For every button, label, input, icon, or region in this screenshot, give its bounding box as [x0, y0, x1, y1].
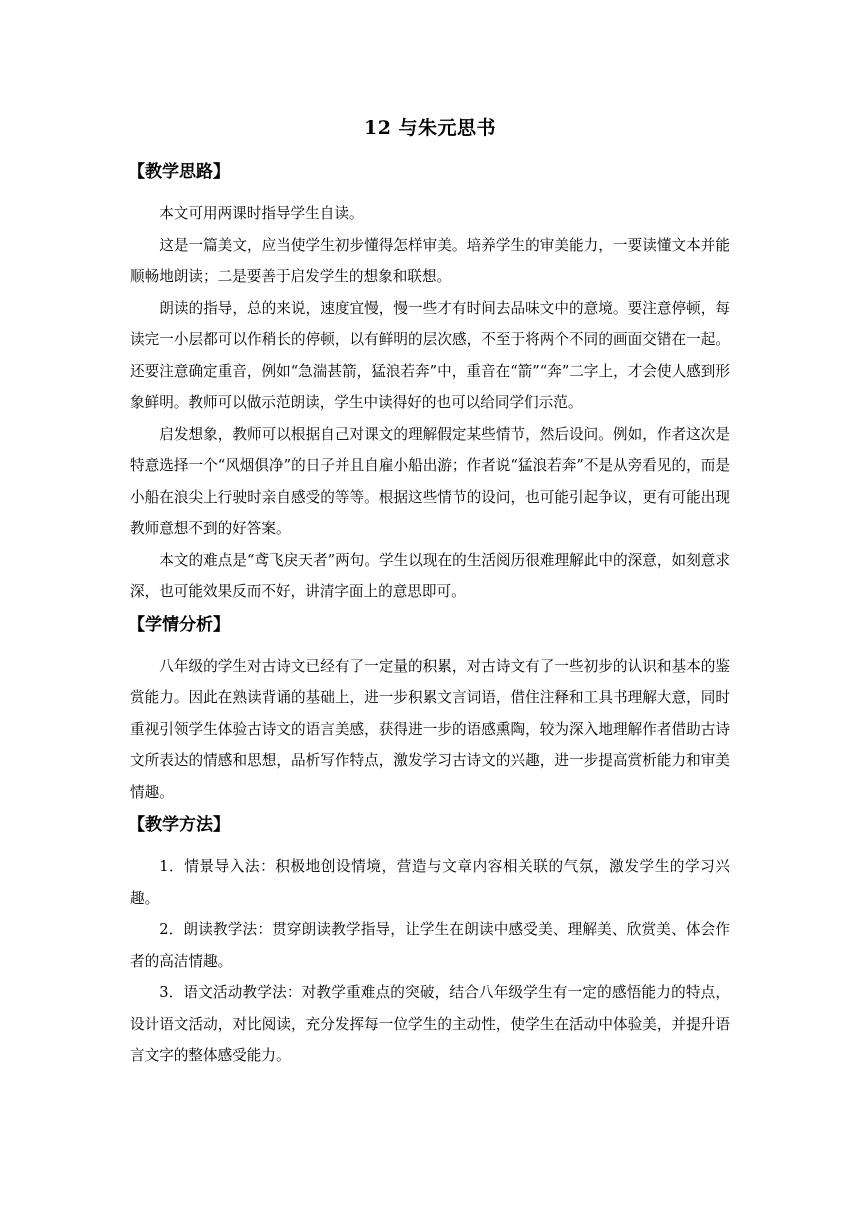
section-teaching-methods	[130, 808, 730, 1072]
section-heading: 【学情分析】	[128, 614, 230, 635]
section-heading: 【教学思路】	[128, 162, 230, 182]
paragraph: 朗读的指导，总的来说，速度宜慢，慢一些才有时间去品味文中的意境。要注意停顿，每读完一小层都可以作稍长的停顿，以有鲜明的层次感，不至于将两个不同的画面交错在一起。还要注意确定重音，例如“急湍甚箭，猛浪若奔”中，重音在“箭”“奔”二字上，才会使人感到形象鲜明。教师可以做示范朗读，学生中读得好的也可以给同学们示范。	[130, 299, 730, 411]
paragraph: 这是一篇美文，应当使学生初步懂得怎样审美。培养学生的审美能力，一要读懂文本并能顺畅地朗读；二是要善于启发学生的想象和联想。	[130, 236, 730, 285]
section-teaching-approach	[130, 155, 730, 608]
paragraph: 启发想象，教师可以根据自己对课文的理解假定某些情节，然后设问。例如，作者这次是特意选择一个“风烟俱净”的日子并且自雇小船出游；作者说“猛浪若奔”不是从旁看见的，而是小船在浪尖上行驶时亲自感受的等等。根据这些情节的设问，也可能引起争议，更有可能出现教师意想不到的好答案。	[130, 425, 730, 537]
list-item: 1．情景导入法：积极地创设情境，营造与文章内容相关联的气氛，激发学生的学习兴趣。	[130, 858, 730, 907]
list-item: 3．语文活动教学法：对教学重难点的突破，结合八年级学生有一定的感悟能力的特点，设计语文活动，对比阅读，充分发挥每一位学生的主动性，使学生在活动中体验美，并提升语言文字的整体感受能力。	[130, 984, 730, 1064]
section-student-analysis	[130, 608, 730, 809]
paragraph: 本文的难点是“鸢飞戾天者”两句。学生以现在的生活阅历很难理解此中的深意，如刻意求深，也可能效果反而不好，讲清字面上的意思即可。	[130, 551, 730, 600]
document-body	[130, 155, 730, 1072]
paragraph: 八年级的学生对古诗文已经有了一定量的积累，对古诗文有了一些初步的认识和基本的鉴赏能力。因此在熟读背诵的基础上，进一步积累文言词语，借住注释和工具书理解大意，同时重视引领学生体验古诗文的语言美感，获得进一步的语感熏陶，较为深入地理解作者借助古诗文所表达的情感和思想，品析写作特点，激发学习古诗文的兴趣，进一步提高赏析能力和审美情趣。	[130, 657, 730, 801]
list-item: 2．朗读教学法：贯穿朗读教学指导，让学生在朗读中感受美、理解美、欣赏美、体会作者的高洁情趣。	[130, 921, 730, 970]
paragraph: 本文可用两课时指导学生自读。	[159, 205, 364, 222]
document-title: 12 与朱元思书	[363, 117, 497, 139]
section-heading: 【教学方法】	[128, 815, 230, 835]
